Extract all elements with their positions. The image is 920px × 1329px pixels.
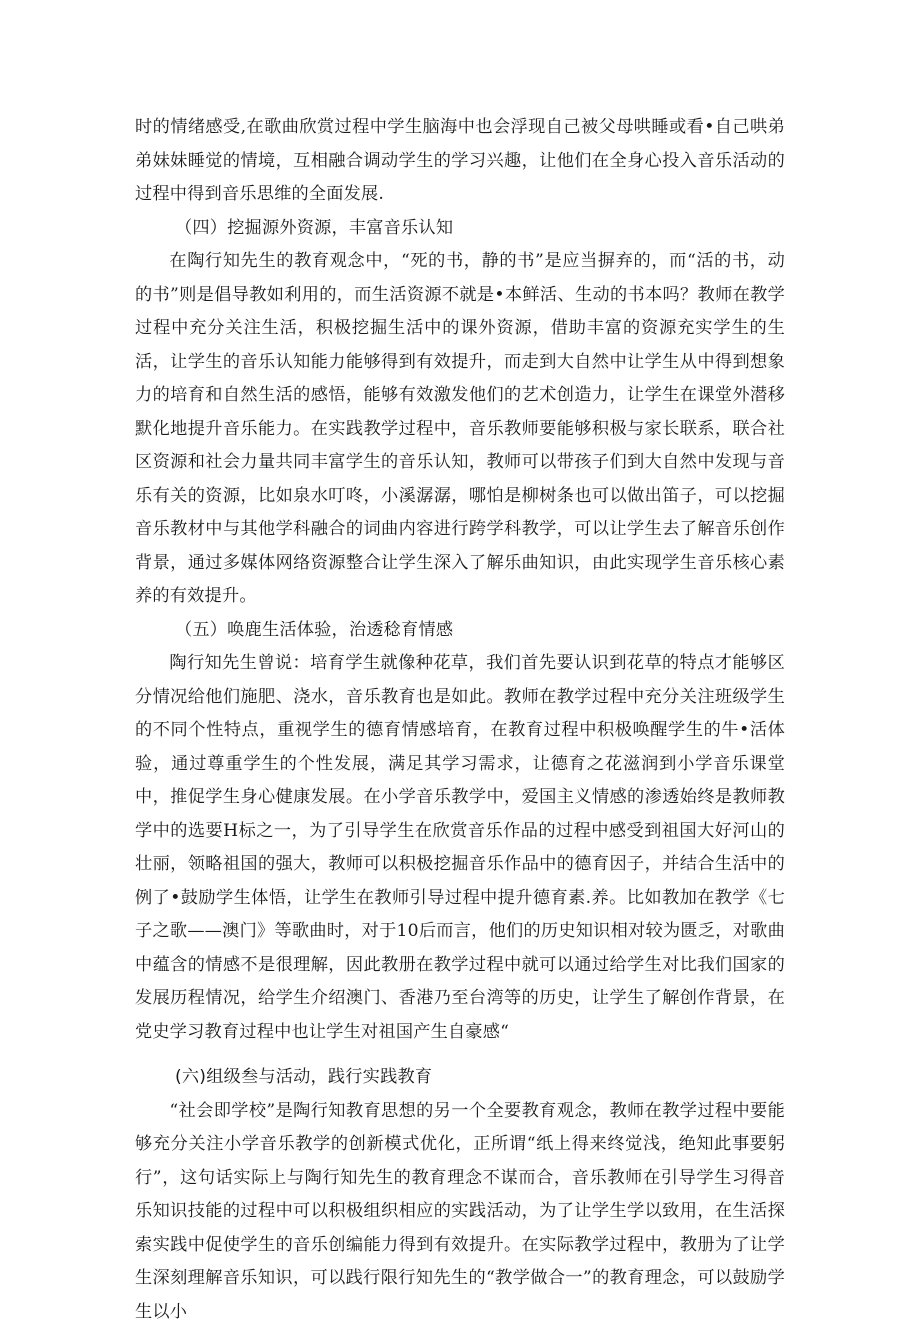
paragraph-section-6: “社会即学校”是陶行知教育思想的另一个全要教育观念，教师在教学过程中要能够充分关注小学音乐教学的创新模式优化，正所谓“纸上得来终觉浅，绝知此事要躬行”，这句话实际上与陶行知先生的教育理念不谋而合，音乐教师在引导学生习得音乐知识技能的过程中可以积极组织相应的实践活动，为了让学生学以致用，在生活探索实践中促使学生的音乐创编能力得到有效提升。在实际教学过程中，教册为了让学生深刻理解音乐知识，可以践行限行知先生的“教学做合一”的教育理念，可以鼓励学生以小 [135,1095,785,1329]
section-heading-6: (六)组级叁与活动，践行实践教育 [135,1061,785,1095]
document-page [135,111,785,1329]
section-heading-5: （五）唤鹿生活体验，治透稔育情感 [135,614,785,648]
paragraph-section-4: 在陶行知先生的教育观念中，“死的书，静的书”是应当摒弃的，而“活的书，动的书”则是倡导教如利用的，而生活资源不就是•本鲜活、生动的书本吗？教师在教学过程中充分关注生活，积极挖掘生活中的课外资源，借助丰富的资源充实学生的生活，让学生的音乐认知能力能够得到有效提升，而走到大自然中让学生从中得到想象力的培育和自然生活的感悟，能够有效激发他们的艺术创造力，让学生在课堂外潜移默化地提升音乐能力。在实践教学过程中，音乐教师要能够积极与家长联系，联合社区资源和社会力量共同丰富学生的音乐认知，教师可以带孩子们到大自然中发现与音乐有关的资源，比如泉水叮咚，小溪潺潺，哪怕是柳树条也可以做出笛子，可以挖掘音乐教材中与其他学科融合的词曲内容进行跨学科教学，可以让学生去了解音乐创作背景，通过多媒体网络资源整合让学生深入了解乐曲知识，由此实现学生音乐核心素养的有效提升。 [135,245,785,614]
paragraph-section-5: 陶行知先生曾说：培育学生就像种花草，我们首先要认识到花草的特点才能够区分情况给他们施肥、浇水，音乐教育也是如此。教师在教学过程中充分关注班级学生的不同个性特点，重视学生的德育情感培育，在教育过程中积极唤醒学生的牛•活体验，通过尊重学生的个性发展，满足其学习需求，让德育之花滋润到小学音乐课堂中，推促学生身心健康发展。在小学音乐教学中，爱国主义情感的渗透始终是教师教学中的选要H标之一，为了引导学生在欣赏音乐作品的过程中感受到祖国大好河山的壮丽，领略祖国的强大，教师可以积极挖掘音乐作品中的德育因子，并结合生活中的例了•鼓励学生体悟，让学生在教师引导过程中提升德育素.养。比如教加在教学《七子之歌——澳门》等歌曲时，对于10后而言，他们的历史知识相对较为匮乏，对歌曲中蕴含的情感不是很理解，因此教册在教学过程中就可以通过给学生对比我们国家的发展历程情况，给学生介绍澳门、香港乃至台湾等的历史，让学生了解创作背景，在党史学习教育过程中也让学生对祖国产生自豪感“ [135,647,785,1049]
paragraph-continuation: 时的情绪感受,在歌曲欣赏过程中学生脑海中也会浮现自己被父母哄睡或看•自己哄弟弟妹妹睡觉的情境，互相融合调动学生的学习兴趣，让他们在全身心投入音乐活动的过程中得到音乐思维的全面发展. [135,111,785,212]
section-heading-4: （四）挖掘源外资源，丰富音乐认知 [135,212,785,246]
